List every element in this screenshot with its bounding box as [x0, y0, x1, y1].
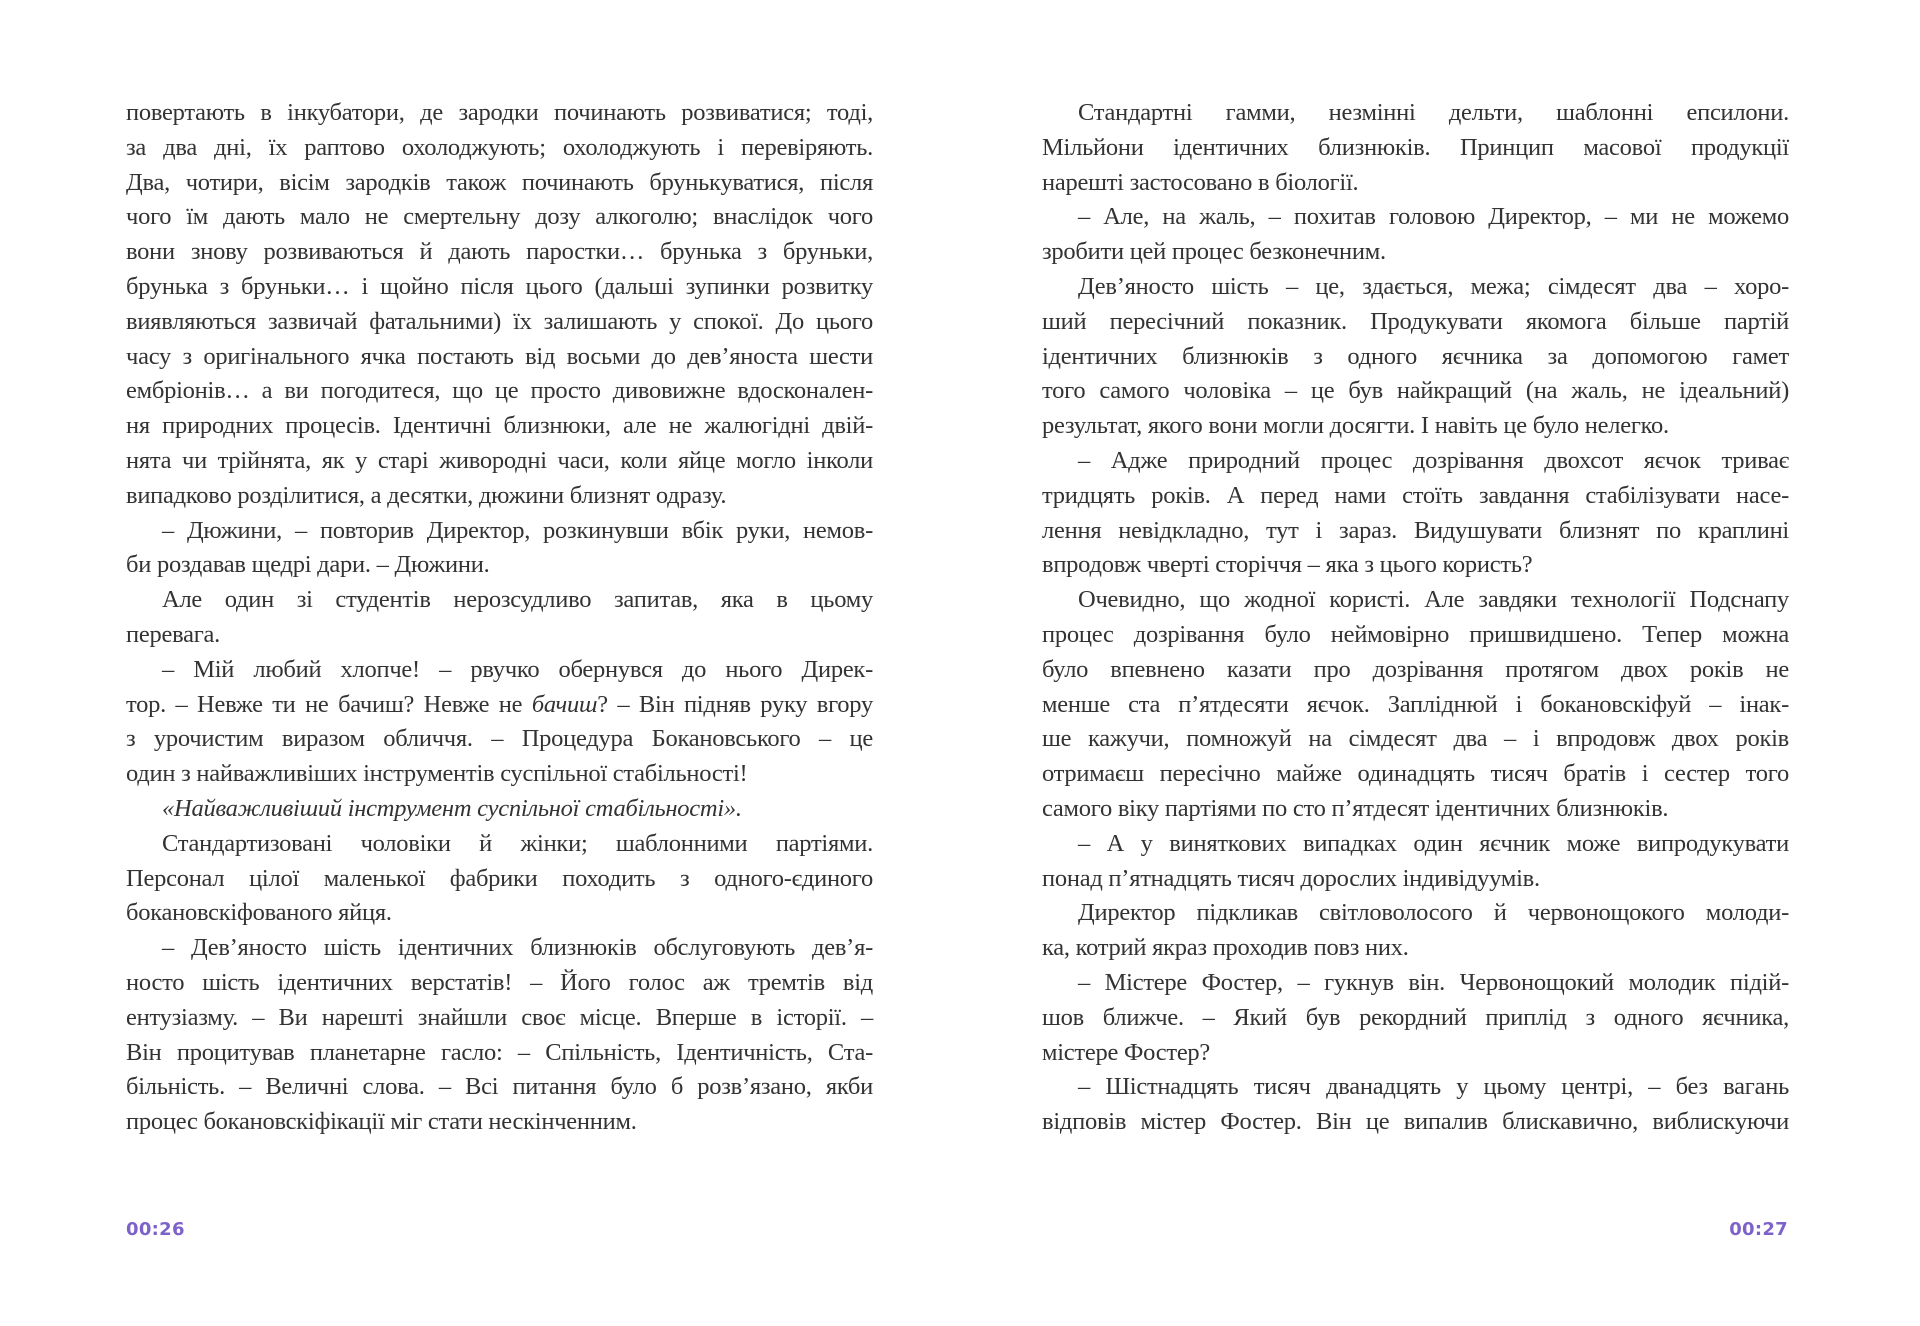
paragraph: [126, 931, 873, 1140]
text-line: Очевидно, що жодної користі. Але завдяки технології Подснапу: [1078, 586, 1789, 614]
text-line: менше ста п’ятдесяти яєчок. Запліднюй і бокановскіфуй – інак-: [1042, 690, 1789, 718]
paragraph: [1042, 896, 1789, 966]
text-line: Стандартні гамми, незмінні дельти, шаблонні епсилони.: [1078, 99, 1789, 126]
text-line: ентузіазму. – Ви нарешті знайшли своє місце. Вперше в історії. –: [126, 1003, 873, 1031]
paragraph: [1042, 200, 1789, 270]
text-line: – Адже природний процес дозрівання двохсот яєчок триває: [1078, 446, 1789, 474]
paragraph: [1042, 444, 1789, 583]
text-line: за два дні, їх раптово охолоджують; охолоджують і перевіряють.: [126, 133, 873, 161]
paragraph: [1042, 827, 1789, 897]
text-line: впродовж чверті сторіччя – яка з цього користь?: [1042, 551, 1533, 579]
text-line: ший пересічний показник. Продукувати якомога більше партій: [1042, 307, 1789, 335]
text-line: [126, 688, 873, 723]
text-line: тридцять років. А перед нами стоїть завдання стабілізувати насе-: [1042, 481, 1789, 509]
text-line: Він процитував планетарне гасло: – Спільність, Ідентичність, Ста-: [126, 1038, 873, 1066]
text-line: – Мій любий хлопче! – рвучко обернувся до нього Дирек-: [162, 655, 873, 683]
text-line: ка, котрий якраз проходив повз них.: [1042, 934, 1409, 962]
text-line: нарешті застосовано в біології.: [1042, 168, 1359, 196]
text-line: Два, чотири, вісім зародків також починають брунькуватися, після: [126, 168, 873, 196]
text-line: отримаєш пересічно майже одинадцять тисяч братів і сестер того: [1042, 760, 1789, 788]
right-page-text: [1042, 96, 1789, 1140]
text-line: один з найважливіших інструментів суспільної стабільності!: [126, 760, 748, 788]
paragraph: [1042, 1070, 1789, 1140]
text-line: було впевнено казати про дозрівання протягом двох років не: [1042, 655, 1789, 683]
text-line: того самого чоловіка – це був найкращий (на жаль, не ідеальний): [1042, 377, 1789, 405]
text-line: – А у виняткових випадках один яєчник може випродукувати: [1078, 829, 1789, 857]
page-number-right: 00:27: [1729, 1219, 1788, 1240]
text-line: часу з оригінального ячка постають від восьми до дев’яноста шести: [126, 342, 873, 370]
text-line: бокановскіфованого яйця.: [126, 899, 392, 927]
paragraph: [126, 96, 873, 514]
paragraph: [1042, 270, 1789, 444]
text-line: Персонал цілої маленької фабрики походить з одного-єдиного: [126, 864, 873, 892]
text-line: процес бокановскіфікації міг стати нескінченним.: [126, 1108, 637, 1136]
text-line: лення невідкладно, тут і зараз. Видушувати близнят по краплині: [1042, 516, 1789, 544]
text-line: перевага.: [126, 620, 221, 648]
paragraph: [126, 583, 873, 653]
paragraph: [1042, 583, 1789, 827]
text-line: зробити цей процес безконечним.: [1042, 238, 1386, 266]
text-line: ідентичних близнюків з одного яєчника за допомогою гамет: [1042, 342, 1789, 370]
text-line: Стандартизовані чоловіки й жінки; шаблонними партіями.: [162, 829, 873, 857]
text-line: – Але, на жаль, – похитав головою Директор, – ми не можемо: [1078, 203, 1789, 231]
text-line: Директор підкликав світловолосого й червонощокого молоди-: [1078, 899, 1789, 927]
text-line: ня природних процесів. Ідентичні близнюки, але не жалюгідні двій-: [126, 412, 873, 440]
text-line: з урочистим виразом обличчя. – Процедура Бокановського – це: [126, 725, 873, 753]
paragraph: [1042, 96, 1789, 200]
text-line: Дев’яносто шість – це, здається, межа; сімдесят два – хоро-: [1078, 272, 1789, 300]
text-line: ше кажучи, помножуй на сімдесят два – і впродовж двох років: [1042, 725, 1789, 753]
text-line: шов ближче. – Який був рекордний приплід з одного яєчника,: [1042, 1003, 1789, 1031]
paragraph: [126, 653, 873, 792]
italic-emphasis: бачиш: [531, 690, 598, 718]
text-line: носто шість ідентичних верстатів! – Його голос аж тремтів від: [126, 968, 873, 996]
text-line: самого віку партіями по сто п’ятдесят ідентичних близнюків.: [1042, 794, 1669, 822]
text-line: – Містере Фостер, – гукнув він. Червонощокий молодик підій-: [1078, 968, 1789, 996]
text-line: чого їм дають мало не смертельну дозу алкоголю; внаслідок чого: [126, 203, 873, 231]
page-number-left: 00:26: [126, 1219, 185, 1240]
text-line: – Дюжини, – повторив Директор, розкинувши вбік руки, немов-: [162, 516, 873, 544]
left-page-text: [126, 96, 873, 1140]
text-line: Мільйони ідентичних близнюків. Принцип масової продукції: [1042, 133, 1789, 161]
text-line: результат, якого вони могли досягти. І навіть це було нелегко.: [1042, 412, 1669, 440]
text-line: Але один зі студентів нерозсудливо запитав, яка в цьому: [162, 586, 873, 614]
text-line: ембріонів… а ви погодитеся, що це просто дивовижне вдосконален-: [126, 377, 873, 405]
text-line: нята чи трійнята, як у старі живородні часи, коли яйце могло інколи: [126, 446, 873, 474]
text-line: виявляються зазвичай фатальними) їх залишають у спокої. До цього: [126, 307, 873, 335]
text-line: випадково розділитися, а десятки, дюжини близнят одразу.: [126, 481, 727, 509]
text-line: вони знову розвиваються й дають паростки… брунька з бруньки,: [126, 238, 873, 266]
text-line: процес дозрівання було неймовірно пришвидшено. Тепер можна: [1042, 620, 1789, 648]
text-line: – Дев’яносто шість ідентичних близнюків обслуговують дев’я-: [162, 934, 873, 962]
text-line: «Найважливіший інструмент суспільної стабільності».: [162, 794, 742, 822]
text-line: містере Фостер?: [1042, 1038, 1211, 1066]
text-line: відповів містер Фостер. Він це випалив блискавично, виблискуючи: [1042, 1108, 1789, 1136]
text-line: – Шістнадцять тисяч дванадцять у цьому центрі, – без вагань: [1078, 1073, 1789, 1101]
text-line: би роздавав щедрі дари. – Дюжини.: [126, 551, 490, 579]
paragraph: [1042, 966, 1789, 1070]
text-segment: ? – Він підняв руку вгору: [597, 690, 873, 718]
paragraph: [126, 827, 873, 931]
text-line: брунька з бруньки… і щойно після цього (дальші зупинки розвитку: [126, 272, 873, 300]
paragraph: [126, 514, 873, 584]
paragraph: [126, 792, 873, 827]
text-line: більність. – Величні слова. – Всі питання було б розв’язано, якби: [126, 1073, 873, 1101]
text-line: понад п’ятнадцять тисяч дорослих індивідуумів.: [1042, 864, 1540, 892]
text-line: повертають в інкубатори, де зародки починають розвиватися; тоді,: [126, 99, 873, 126]
text-segment: тор. – Невже ти не бачиш? Невже не: [126, 690, 532, 718]
